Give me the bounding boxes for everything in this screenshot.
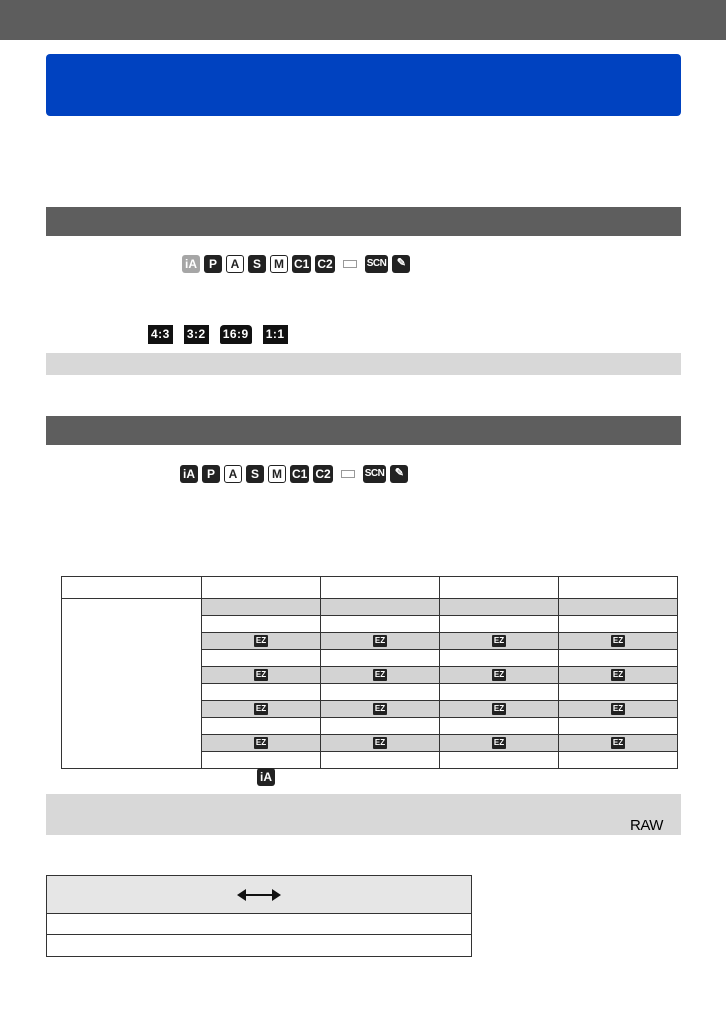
table-header-cell [62,577,202,599]
aperture-priority-icon: A [224,465,242,483]
intelligent-auto-icon: iA [257,768,275,786]
table-cell [559,752,678,769]
aspect-ratio-1x1-icon: 1:1 [263,325,288,344]
section-header-1 [46,207,681,236]
extra-zoom-icon: EZ [493,704,505,713]
table-cell [321,599,440,616]
table-cell [440,633,559,650]
panorama-icon [343,260,357,268]
table-cell [321,616,440,633]
extra-zoom-icon: EZ [374,704,386,713]
table-cell [321,752,440,769]
table-header-row [62,577,678,599]
extra-zoom-icon: EZ [612,636,624,645]
table-cell [440,752,559,769]
table-cell [321,718,440,735]
custom-1-icon: C1 [294,256,310,271]
table-cell [440,667,559,684]
table-cell [321,667,440,684]
creative-control-icon: ✎ [390,465,408,483]
aspect-ratio-3x2-icon: 3:2 [184,325,209,344]
custom-2-icon: C2 [315,466,331,481]
small-table-header [47,876,471,914]
extra-zoom-icon: EZ [493,670,505,679]
double-arrow-icon [237,888,281,902]
table-cell [321,633,440,650]
top-bar [0,0,726,40]
shutter-priority-icon: S [246,465,264,483]
extra-zoom-icon: EZ [374,670,386,679]
table-header-cell [440,577,559,599]
table-cell [440,599,559,616]
table-cell [202,616,321,633]
table-cell [440,718,559,735]
panorama-icon [341,470,355,478]
table-row [62,599,678,616]
table-cell [440,684,559,701]
recording-mode-icons-1 [182,254,410,273]
small-table [46,875,472,957]
table-cell [202,667,321,684]
table-cell [440,650,559,667]
table-cell [321,650,440,667]
creative-control-icon: ✎ [392,255,410,273]
table-cell [321,684,440,701]
table-cell [202,752,321,769]
table-cell [440,701,559,718]
extra-zoom-icon: EZ [612,670,624,679]
aperture-priority-icon: A [226,255,244,273]
table-cell [321,735,440,752]
table-cell [440,735,559,752]
table-header-cell [202,577,321,599]
scene-mode-icon: SCN [365,255,389,273]
table-row-label [62,599,202,769]
recording-mode-icons-2 [180,464,408,483]
raw-label: RAW [630,817,663,834]
table-cell [559,633,678,650]
table-cell [559,650,678,667]
table-cell [559,701,678,718]
extra-zoom-icon: EZ [255,738,267,747]
note-bar-1 [46,353,681,375]
table-cell [202,701,321,718]
intelligent-auto-icon: iA [180,465,198,483]
extra-zoom-icon: EZ [493,636,505,645]
settings-table [61,576,678,769]
extra-zoom-icon: EZ [374,636,386,645]
extra-zoom-icon: EZ [612,704,624,713]
table-cell [202,735,321,752]
table-cell [202,718,321,735]
table-cell [202,684,321,701]
small-table-row [47,935,471,956]
custom-1-icon: C1 [292,466,308,481]
aspect-ratio-icons [148,324,288,344]
table-cell [559,599,678,616]
table-cell [440,616,559,633]
small-table-row [47,914,471,935]
extra-zoom-icon: EZ [255,670,267,679]
title-banner [46,54,681,116]
table-cell [559,667,678,684]
program-mode-icon: P [202,465,220,483]
table-cell [202,633,321,650]
extra-zoom-icon: EZ [255,636,267,645]
aspect-ratio-16x9-icon: 16:9 [220,325,252,344]
table-cell [202,650,321,667]
extra-zoom-icon: EZ [255,704,267,713]
section-header-2 [46,416,681,445]
table-cell [559,718,678,735]
aspect-ratio-4x3-icon: 4:3 [148,325,173,344]
intelligent-auto-icon: iA [182,255,200,273]
manual-mode-icon: M [268,465,286,483]
shutter-priority-icon: S [248,255,266,273]
intelligent-auto-note [257,768,275,786]
note-bar-2 [46,794,681,835]
table-cell [559,684,678,701]
table-cell [321,701,440,718]
custom-2-icon: C2 [317,256,333,271]
table-header-cell [559,577,678,599]
table-cell [202,599,321,616]
extra-zoom-icon: EZ [374,738,386,747]
manual-mode-icon: M [270,255,288,273]
extra-zoom-icon: EZ [612,738,624,747]
program-mode-icon: P [204,255,222,273]
extra-zoom-icon: EZ [493,738,505,747]
table-header-cell [321,577,440,599]
scene-mode-icon: SCN [363,465,387,483]
table-cell [559,616,678,633]
table-cell [559,735,678,752]
